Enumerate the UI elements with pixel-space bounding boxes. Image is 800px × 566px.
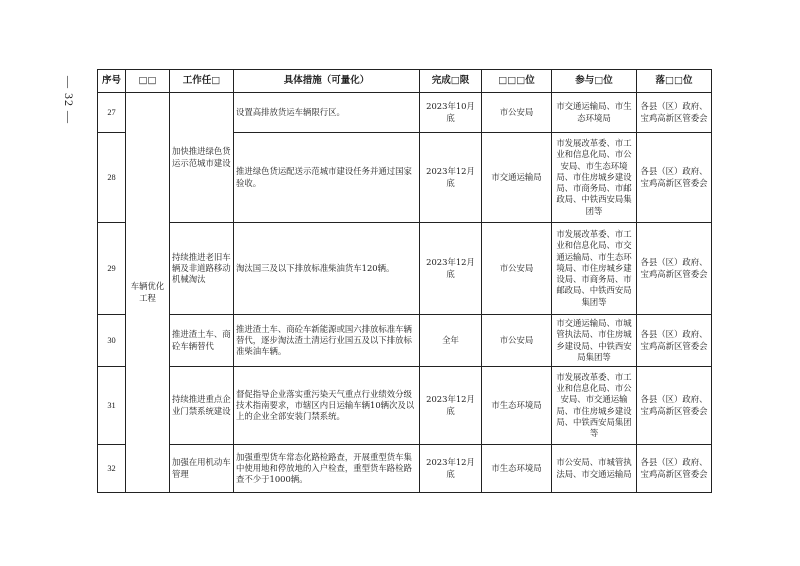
table-row [98, 93, 712, 133]
participants-cell: 市发展改革委、市工业和信息化局、市公安局、市交通运输局、市住房城乡建设局、中铁西安局集团等 [552, 367, 637, 445]
header-deadline: 完成□限 [420, 70, 482, 93]
work-plan-table [97, 69, 712, 493]
implementer-cell: 各县（区）政府、宝鸡高新区管委会 [637, 445, 712, 493]
measure-cell: 加强重型货车常态化路检路查，开展重型货车集中使用地和停放地的入户检查，重型货车路检路查不少于1000辆。 [234, 445, 420, 493]
measure-cell: 设置高排放货运车辆限行区。 [234, 93, 420, 133]
task-cell: 持续推进老旧车辆及非道路移动机械淘汰 [170, 223, 234, 315]
task-cell: 持续推进重点企业门禁系统建设 [170, 367, 234, 445]
task-cell: 推进渣土车、商砼车辆替代 [170, 315, 234, 367]
deadline-cell: 全年 [420, 315, 482, 367]
lead-unit-cell: 市公安局 [482, 315, 552, 367]
row-number: 30 [98, 315, 126, 367]
participants-cell: 市发展改革委、市工业和信息化局、市公安局、市生态环境局、市住房城乡建设局、市商务局、市邮政局、中铁西安局集团等 [552, 133, 637, 223]
participants-cell: 市交通运输局、市城管执法局、市住房城乡建设局、中铁西安局集团等 [552, 315, 637, 367]
table-row [98, 223, 712, 315]
table-row [98, 367, 712, 445]
row-number: 29 [98, 223, 126, 315]
participants-cell: 市发展改革委、市工业和信息化局、市交通运输局、市生态环境局、市住房城乡建设局、市商务局、市邮政局、中铁西安局集团等 [552, 223, 637, 315]
lead-unit-cell: 市交通运输局 [482, 133, 552, 223]
implementer-cell: 各县（区）政府、宝鸡高新区管委会 [637, 93, 712, 133]
page-number: — 32 — [62, 76, 76, 124]
implementer-cell: 各县（区）政府、宝鸡高新区管委会 [637, 223, 712, 315]
header-implementer: 落□□位 [637, 70, 712, 93]
lead-unit-cell: 市公安局 [482, 93, 552, 133]
row-number: 27 [98, 93, 126, 133]
participants-cell: 市交通运输局、市生态环境局 [552, 93, 637, 133]
task-cell: 加强在用机动车管理 [170, 445, 234, 493]
lead-unit-cell: 市生态环境局 [482, 367, 552, 445]
deadline-cell: 2023年12月底 [420, 445, 482, 493]
deadline-cell: 2023年12月底 [420, 367, 482, 445]
header-measure: 具体措施（可量化） [234, 70, 420, 93]
lead-unit-cell: 市公安局 [482, 223, 552, 315]
measure-cell: 推进渣土车、商砼车新能源或国六排放标准车辆替代，逐步淘汰渣土清运行业国五及以下排放标准柴油车辆。 [234, 315, 420, 367]
table-row [98, 315, 712, 367]
implementer-cell: 各县（区）政府、宝鸡高新区管委会 [637, 315, 712, 367]
measure-cell: 推进绿色货运配送示范城市建设任务并通过国家验收。 [234, 133, 420, 223]
row-number: 28 [98, 133, 126, 223]
header-lead-unit: □□□位 [482, 70, 552, 93]
deadline-cell: 2023年12月底 [420, 223, 482, 315]
header-task: 工作任□ [170, 70, 234, 93]
implementer-cell: 各县（区）政府、宝鸡高新区管委会 [637, 133, 712, 223]
deadline-cell: 2023年10月底 [420, 93, 482, 133]
measure-cell: 淘汰国三及以下排放标准柴油货车120辆。 [234, 223, 420, 315]
deadline-cell: 2023年12月底 [420, 133, 482, 223]
header-category: □□ [126, 70, 170, 93]
participants-cell: 市公安局、市城管执法局、市交通运输局 [552, 445, 637, 493]
table-row [98, 445, 712, 493]
header-no: 序号 [98, 70, 126, 93]
header-participants: 参与□位 [552, 70, 637, 93]
row-number: 32 [98, 445, 126, 493]
row-number: 31 [98, 367, 126, 445]
measure-cell: 督促指导企业落实重污染天气重点行业绩效分级技术指南要求，市辖区内日运输车辆10辆次及以上的企业全部安装门禁系统。 [234, 367, 420, 445]
header-row [98, 70, 712, 93]
task-cell: 加快推进绿色货运示范城市建设 [170, 93, 234, 223]
lead-unit-cell: 市生态环境局 [482, 445, 552, 493]
category-cell: 车辆优化工程 [126, 93, 170, 493]
implementer-cell: 各县（区）政府、宝鸡高新区管委会 [637, 367, 712, 445]
